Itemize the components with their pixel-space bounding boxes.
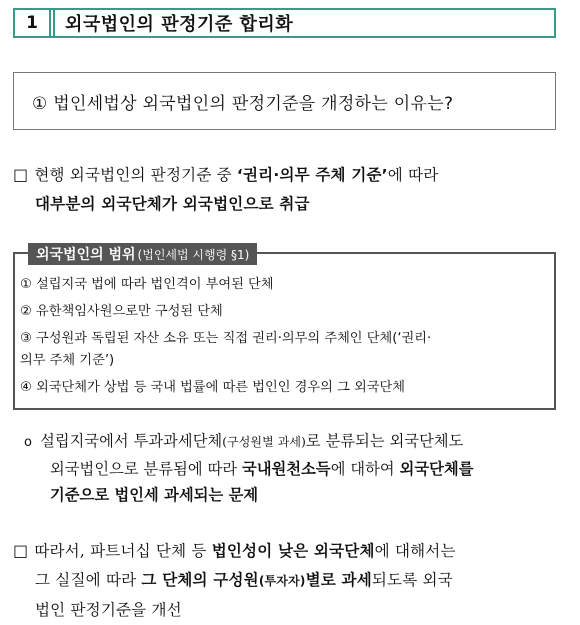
scope-item: ③ 구성원과 독립된 자산 소유 또는 직접 권리·의무의 주체인 단체(‘권리·	[20, 331, 432, 346]
scope-box-label	[28, 243, 257, 265]
small-bold-text-segment: (투자자)	[258, 574, 306, 588]
section-title: 외국법인의 판정기준 합리화	[65, 14, 294, 35]
text-segment: 법인 판정기준을 개선	[35, 601, 182, 619]
text-segment: 에 대해서는	[374, 542, 456, 560]
text-segment: 되도록 외국	[371, 571, 453, 589]
section-number: 1	[15, 10, 51, 36]
scope-item: ① 설립지국 법에 따라 법인격이 부여된 단체	[20, 277, 274, 292]
bold-text-segment: 외국단체를	[399, 460, 474, 478]
square-bullet-icon: □	[13, 165, 29, 184]
bold-text-segment: 국내원천소득	[242, 460, 331, 478]
bold-text-segment: 기준으로 법인세 과세되는 문제	[50, 486, 259, 504]
text-segment: 설립지국에서 투과과세단체	[40, 432, 223, 450]
paragraph-current-standard	[13, 160, 561, 219]
scope-label-reference: (법인세법 시행령 §1)	[137, 247, 250, 262]
small-text-segment: (구성원별 과세)	[222, 435, 306, 449]
circle-bullet-icon: o	[24, 435, 33, 450]
text-segment: 따라서, 파트너십 단체 등	[34, 542, 212, 560]
text-segment: 에 따라	[387, 166, 439, 184]
question-box	[13, 72, 556, 130]
text-segment: 그 실질에 따라	[35, 571, 142, 589]
text-segment: 에 대하여	[330, 460, 400, 478]
text-segment: 외국법인으로 분류됨에 따라	[50, 460, 243, 478]
scope-item: ④ 외국단체가 상법 등 국내 법률에 따른 법인인 경우의 그 외국단체	[20, 380, 405, 395]
bold-text-segment: 법인성이 낮은 외국단체	[211, 542, 375, 560]
section-title-box	[13, 8, 556, 38]
paragraph-improvement	[13, 536, 561, 625]
question-text: ① 법인세법상 외국법인의 판정기준을 개정하는 이유는?	[32, 93, 454, 114]
square-bullet-icon: □	[13, 541, 29, 560]
text-segment: 로 분류되는 외국단체도	[305, 432, 464, 450]
scope-item: ② 유한책임사원으로만 구성된 단체	[20, 304, 223, 319]
bold-text-segment: 대부분의 외국단체가 외국법인으로 취급	[35, 195, 310, 213]
bold-text-segment: 그 단체의 구성원	[141, 571, 259, 589]
scope-label-text: 외국법인의 범위	[36, 247, 136, 263]
scope-list	[20, 274, 550, 399]
text-segment: 현행 외국법인의 판정기준 중	[34, 166, 237, 184]
scope-item-continuation: 의무 주체 기준’)	[20, 353, 115, 368]
paragraph-problem	[24, 428, 560, 508]
bold-text-segment: ‘권리·의무 주체 기준’	[236, 166, 388, 184]
bold-text-segment: 별로 과세	[305, 571, 372, 589]
